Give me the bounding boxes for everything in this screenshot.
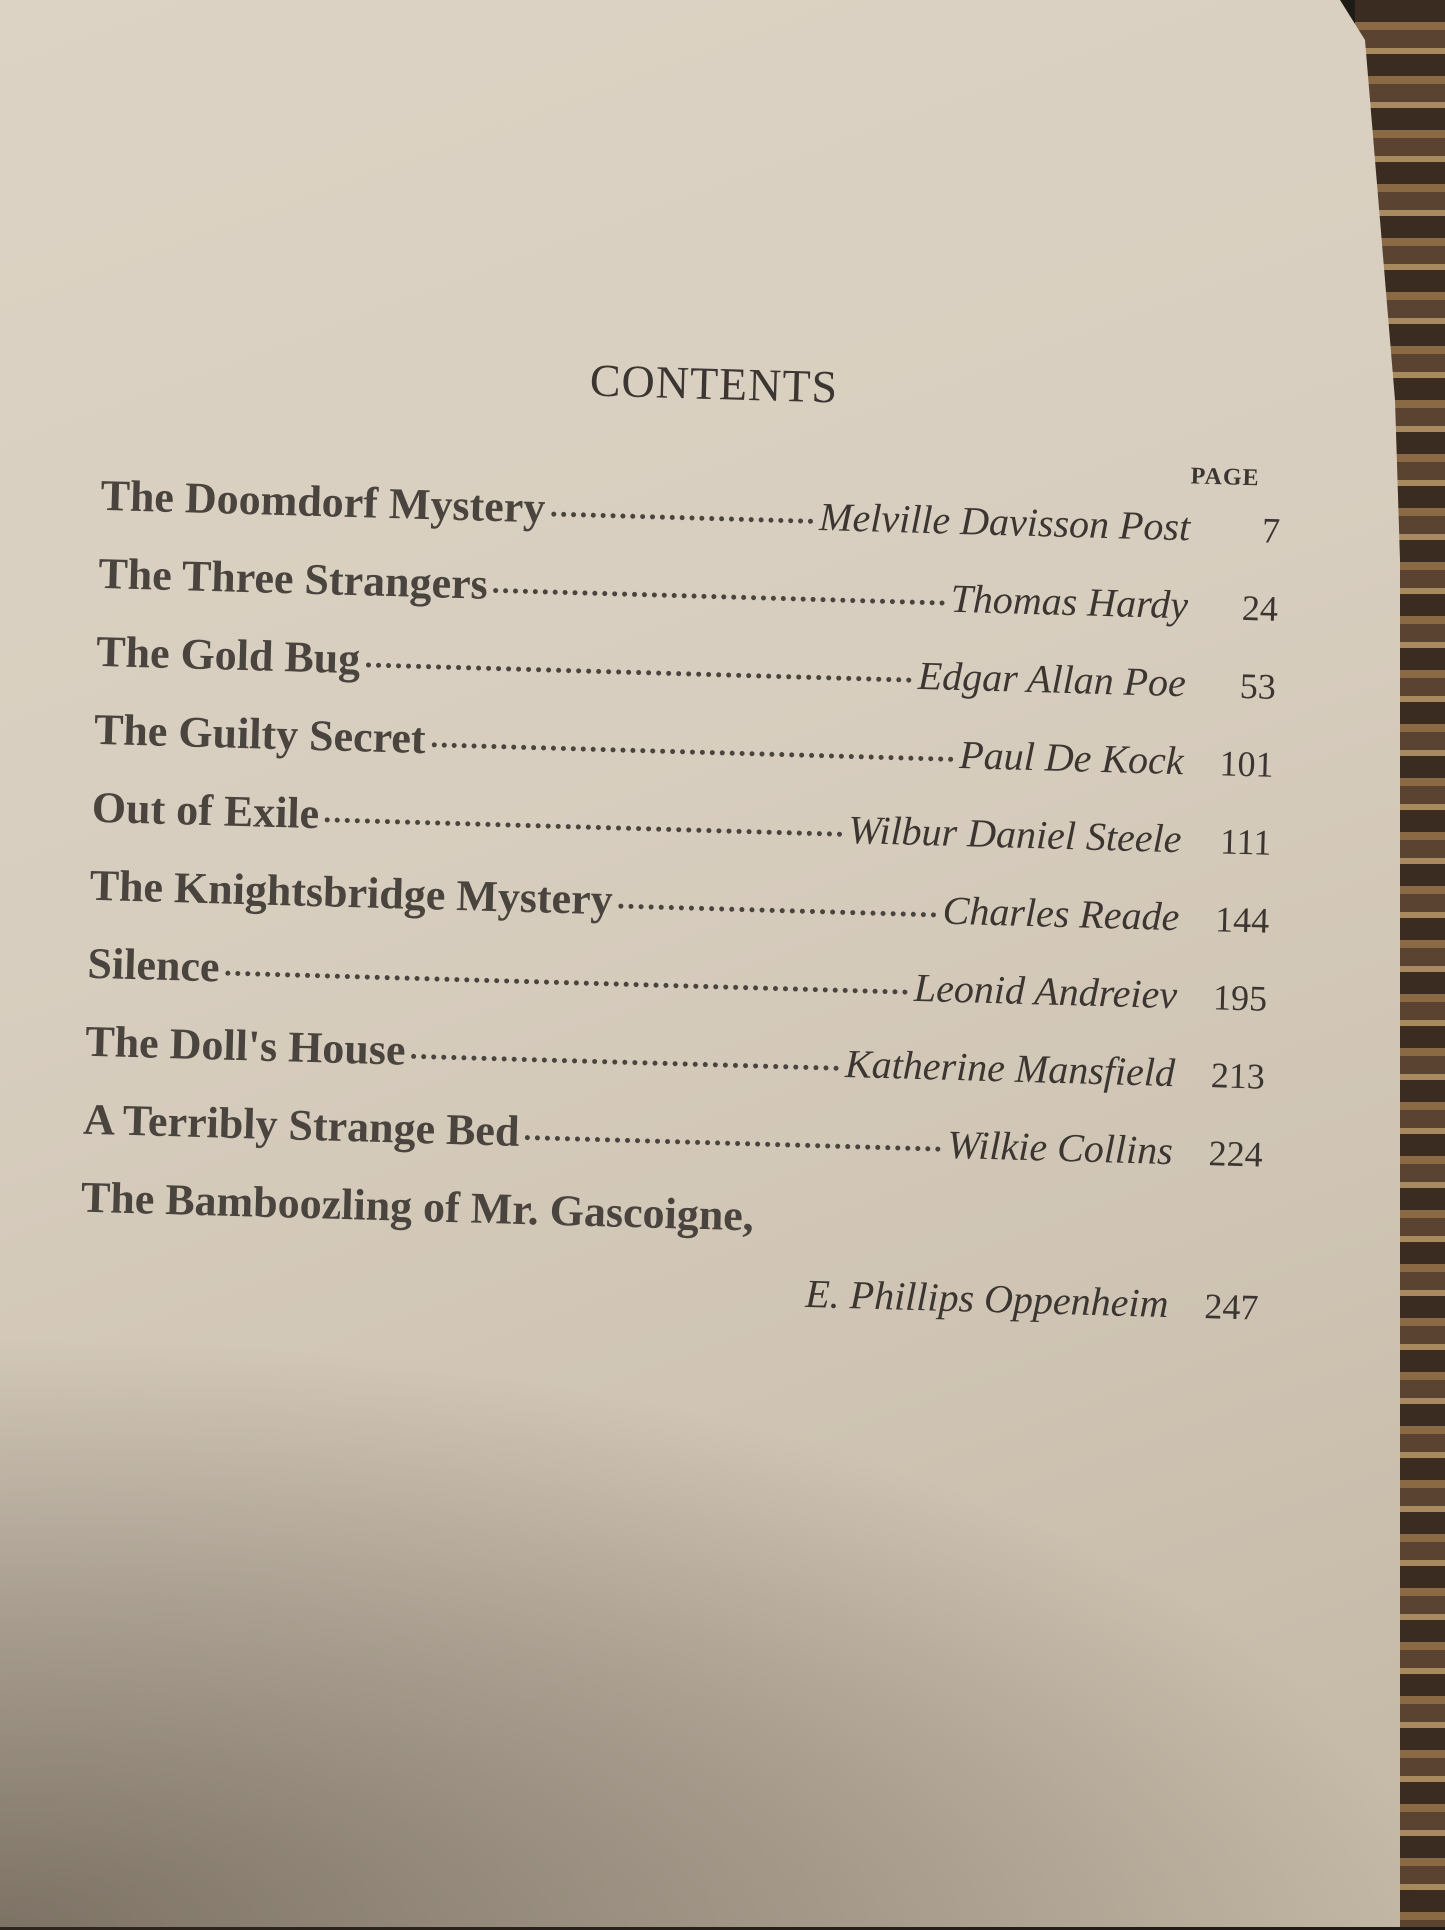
story-author: E. Phillips Oppenheim — [804, 1270, 1170, 1327]
page-number: 111 — [1219, 821, 1272, 863]
story-author: Wilbur Daniel Steele — [847, 806, 1183, 862]
dot-leader — [431, 742, 953, 762]
story-title: The Doll's House — [84, 1016, 407, 1075]
page-number: 53 — [1239, 665, 1277, 707]
page-column-label: PAGE — [1190, 463, 1260, 492]
dot-leader — [225, 971, 908, 995]
contents-heading: CONTENTS — [589, 354, 839, 413]
page-number: 24 — [1241, 587, 1279, 629]
story-author: Leonid Andreiev — [913, 964, 1178, 1018]
page-number: 195 — [1212, 977, 1268, 1019]
dot-leader — [325, 817, 842, 836]
story-author: Paul De Kock — [958, 732, 1185, 784]
dot-leader — [618, 904, 936, 918]
table-of-contents — [78, 340, 1285, 1343]
page-number: 224 — [1208, 1133, 1264, 1175]
story-title: The Guilty Secret — [93, 704, 427, 764]
page-number: 247 — [1203, 1286, 1259, 1328]
dot-leader — [551, 512, 813, 524]
story-author: Charles Reade — [942, 887, 1180, 940]
story-author: Edgar Allan Poe — [917, 652, 1187, 706]
story-title: The Knightsbridge Mystery — [89, 860, 614, 925]
dot-leader — [411, 1054, 839, 1071]
page-number: 213 — [1210, 1055, 1266, 1097]
story-title: The Three Strangers — [97, 548, 489, 609]
dot-leader — [366, 662, 912, 682]
story-title: The Bamboozling of Mr. Gascoigne, — [80, 1172, 755, 1241]
story-title: Out of Exile — [91, 782, 320, 839]
story-author: Wilkie Collins — [946, 1121, 1174, 1174]
story-author: Thomas Hardy — [950, 575, 1189, 628]
page-number: 144 — [1214, 899, 1270, 941]
shadow — [0, 1330, 1445, 1930]
dot-leader — [525, 1135, 941, 1152]
dot-leader — [494, 588, 945, 606]
page-number: 101 — [1219, 743, 1275, 785]
story-author: Katherine Mansfield — [844, 1040, 1176, 1096]
story-title: A Terribly Strange Bed — [82, 1094, 521, 1156]
story-author: Melville Davisson Post — [818, 494, 1191, 550]
story-title: The Gold Bug — [95, 626, 361, 684]
page-number: 7 — [1261, 510, 1281, 551]
story-title: Silence — [86, 938, 221, 992]
story-title: The Doomdorf Mystery — [99, 470, 546, 533]
